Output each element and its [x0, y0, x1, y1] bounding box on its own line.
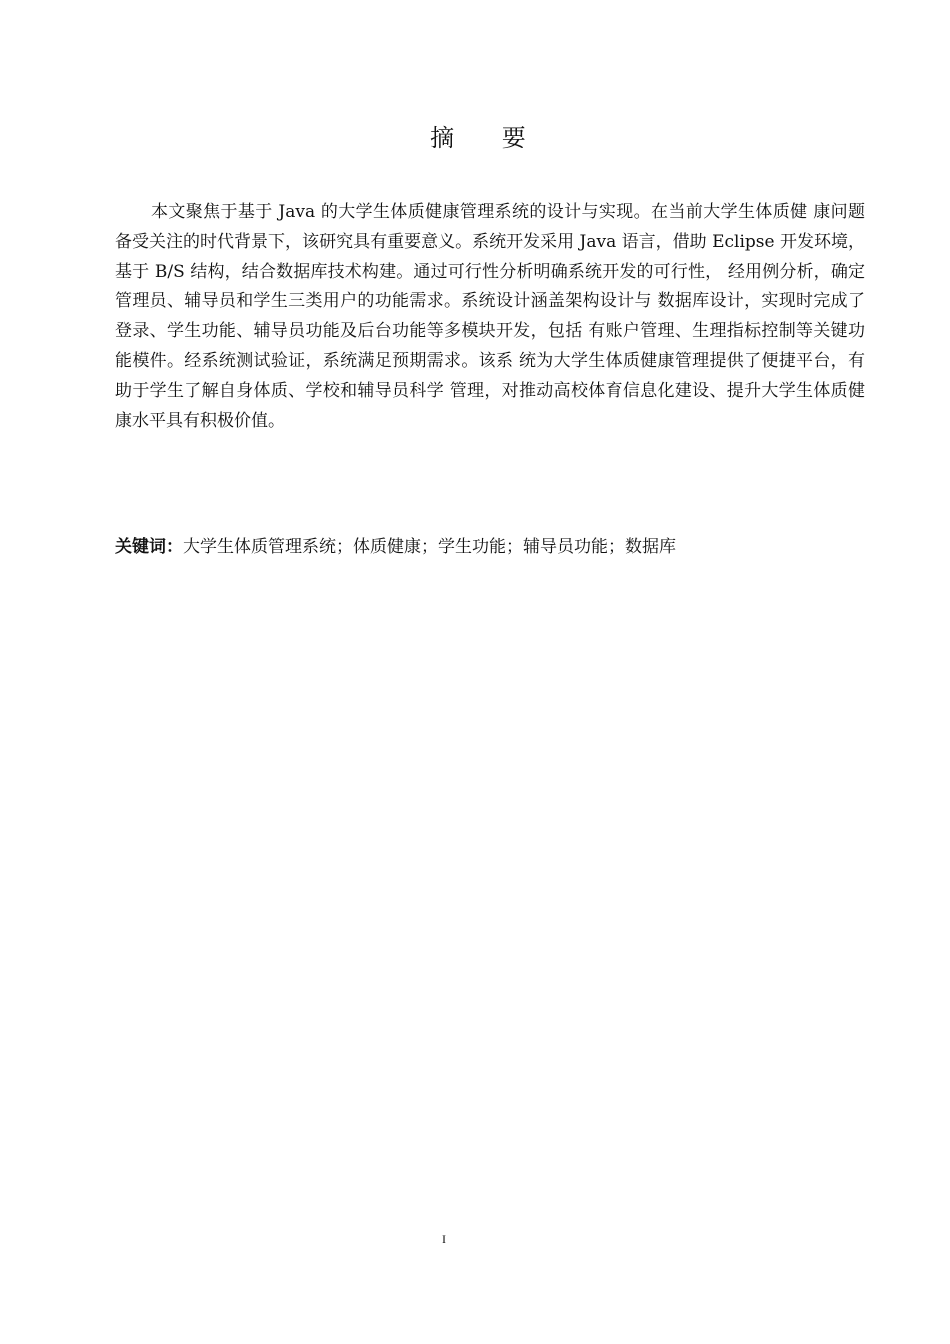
abstract-body: 本文聚焦于基于 Java 的大学生体质健康管理系统的设计与实现。在当前大学生体质健 康问题备受关注的时代背景下，该研究具有重要意义。系统开发采用 Java 语言，借助 Eclipse 开发环境，基于 B/S 结构，结合数据库技术构建。通过可行性分析明确系统开发的可行性， 经用例分析，确定管理员、辅导员和学生三类用户的功能需求。系统设计涵盖架构设计与 数据库设计，实现时完成了登录、学生功能、辅导员功能及后台功能等多模块开发，包括 有账户管理、生理指标控制等关键功能模件。经系统测试验证，系统满足预期需求。该系 统为大学生体质健康管理提供了便捷平台，有助于学生了解自身体质、学校和辅导员科学 管理，对推动高校体育信息化建设、提升大学生体质健康水平具有积极价值。	[115, 202, 865, 431]
keywords-line	[115, 533, 865, 562]
abstract-title: 摘 要	[430, 124, 546, 152]
page-number: I	[442, 1232, 446, 1246]
keywords-label: 关键词：	[115, 537, 183, 557]
keywords-text: 大学生体质管理系统；体质健康；学生功能；辅导员功能；数据库	[183, 537, 676, 557]
